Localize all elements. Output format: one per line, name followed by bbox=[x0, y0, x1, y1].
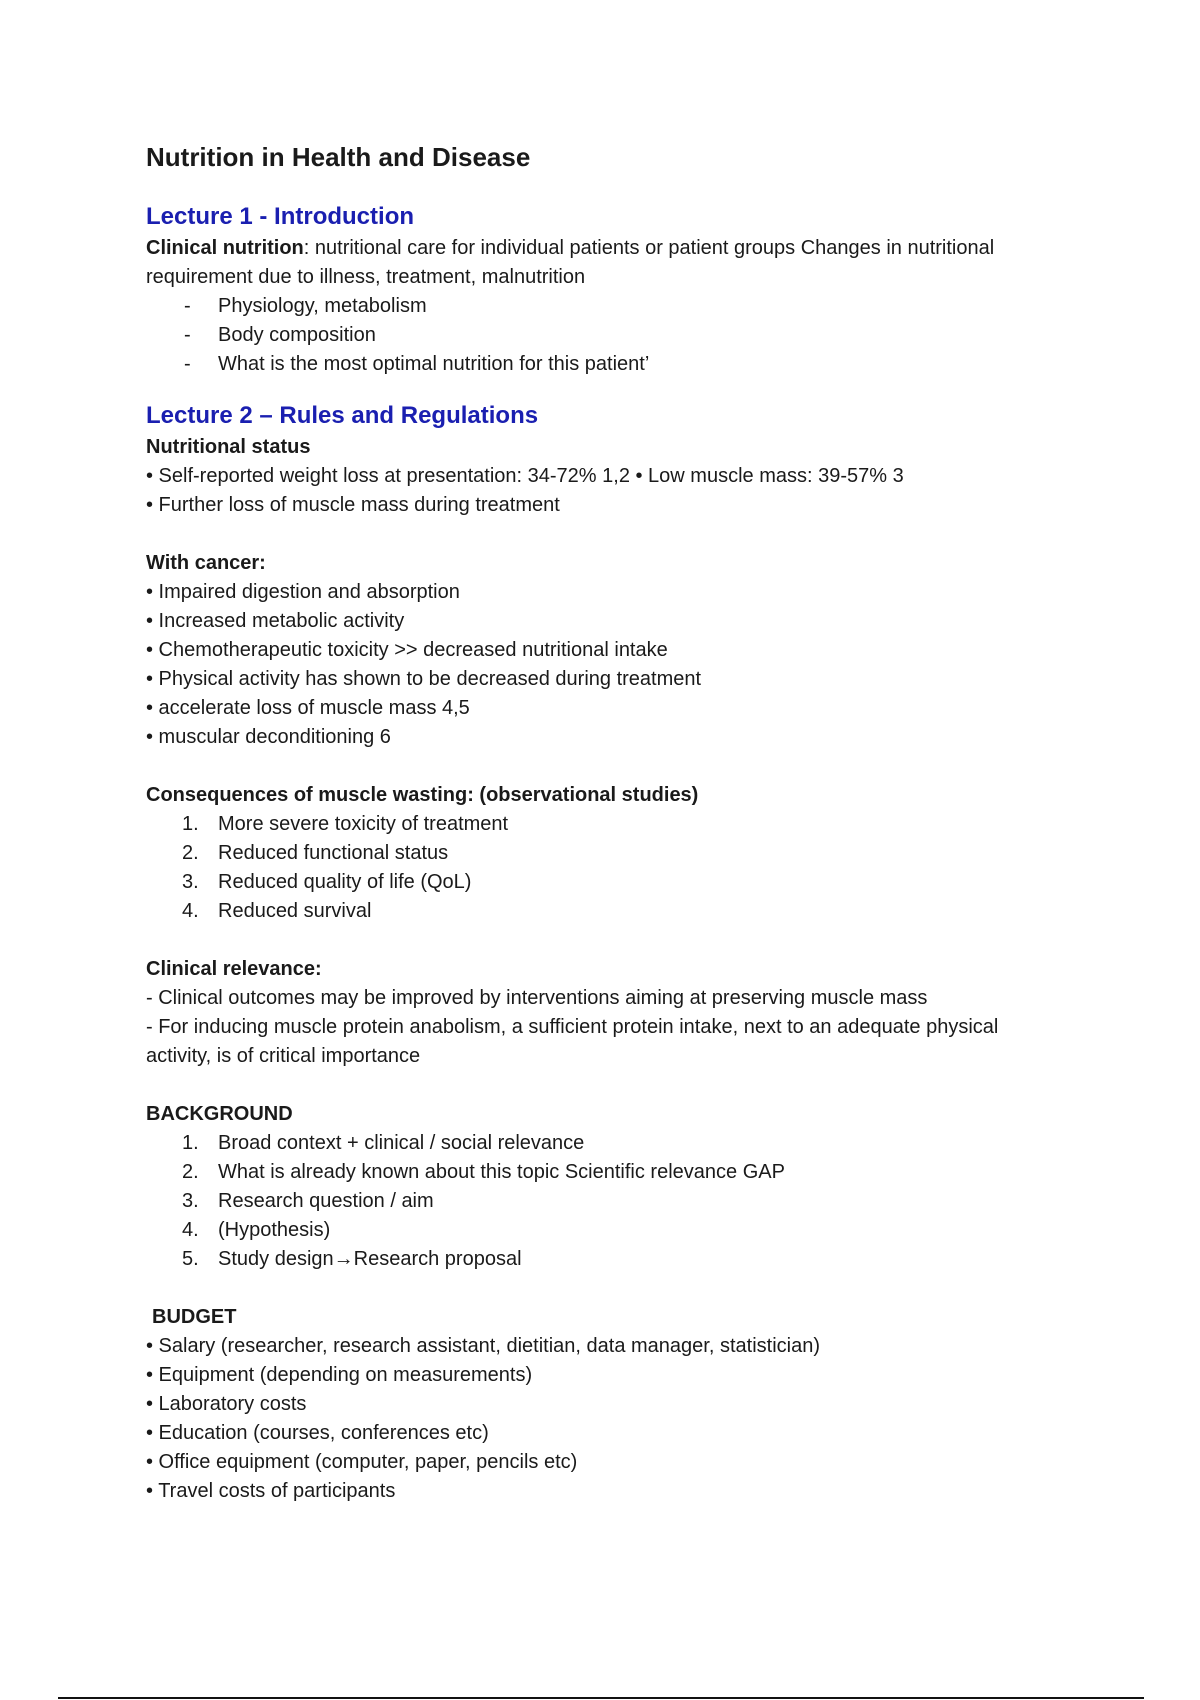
background-heading: BACKGROUND bbox=[146, 1103, 293, 1125]
list-item bbox=[146, 321, 1046, 350]
list-item bbox=[146, 1129, 1046, 1158]
list-item bbox=[146, 868, 1046, 897]
list-item-text: More severe toxicity of treatment bbox=[218, 813, 509, 835]
number-marker: 4. bbox=[182, 1219, 199, 1241]
with-cancer-line: • Increased metabolic activity bbox=[146, 610, 405, 632]
nutritional-status-line: • Further loss of muscle mass during treatment bbox=[146, 494, 560, 516]
list-item-text: Reduced quality of life (QoL) bbox=[218, 871, 472, 893]
with-cancer-line: • Impaired digestion and absorption bbox=[146, 581, 460, 603]
list-item bbox=[146, 292, 1046, 321]
lecture-1-list bbox=[146, 292, 1046, 379]
dash-marker: - bbox=[184, 324, 191, 346]
lecture-1-heading: Lecture 1 - Introduction bbox=[146, 203, 415, 230]
with-cancer-heading: With cancer: bbox=[146, 552, 266, 574]
list-item bbox=[146, 839, 1046, 868]
spacer bbox=[146, 520, 1046, 549]
list-item bbox=[146, 897, 1046, 926]
clinical-relevance-heading: Clinical relevance: bbox=[146, 958, 322, 980]
budget-line: • Equipment (depending on measurements) bbox=[146, 1364, 533, 1386]
definition-term: Clinical nutrition bbox=[146, 237, 304, 259]
document-page bbox=[146, 140, 1046, 1506]
background-list bbox=[146, 1129, 1046, 1274]
clinical-relevance-line: - For inducing muscle protein anabolism, a sufficient protein intake, next to an adequate physical activity, is of critical importance bbox=[146, 1016, 999, 1067]
with-cancer-line: • Physical activity has shown to be decreased during treatment bbox=[146, 668, 702, 690]
number-marker: 5. bbox=[182, 1248, 199, 1270]
list-item bbox=[146, 1187, 1046, 1216]
list-item bbox=[146, 1158, 1046, 1187]
number-marker: 2. bbox=[182, 842, 199, 864]
number-marker: 3. bbox=[182, 1190, 199, 1212]
page-bottom-rule bbox=[58, 1697, 1144, 1699]
spacer bbox=[146, 926, 1046, 955]
list-item-text: Research question / aim bbox=[218, 1190, 434, 1212]
dash-marker: - bbox=[184, 295, 191, 317]
number-marker: 1. bbox=[182, 1132, 199, 1154]
budget-line: • Education (courses, conferences etc) bbox=[146, 1422, 489, 1444]
list-item-text: Body composition bbox=[218, 324, 376, 346]
list-item-text: Reduced survival bbox=[218, 900, 372, 922]
number-marker: 1. bbox=[182, 813, 199, 835]
list-item bbox=[146, 1216, 1046, 1245]
list-item bbox=[146, 810, 1046, 839]
clinical-nutrition-definition bbox=[146, 234, 1046, 292]
budget-line: • Office equipment (computer, paper, pencils etc) bbox=[146, 1451, 578, 1473]
number-marker: 3. bbox=[182, 871, 199, 893]
list-item-text: Physiology, metabolism bbox=[218, 295, 427, 317]
number-marker: 4. bbox=[182, 900, 199, 922]
lecture-2-heading: Lecture 2 – Rules and Regulations bbox=[146, 402, 539, 429]
list-item-text: Broad context + clinical / social relevance bbox=[218, 1132, 585, 1154]
nutritional-status-line: • Self-reported weight loss at presentation: 34-72% 1,2 • Low muscle mass: 39-57% 3 bbox=[146, 465, 904, 487]
list-item-text: Study design→Research proposal bbox=[218, 1248, 522, 1270]
list-item bbox=[146, 1245, 1046, 1274]
dash-marker: - bbox=[184, 353, 191, 375]
list-item-text: What is already known about this topic Scientific relevance GAP bbox=[218, 1161, 785, 1183]
spacer bbox=[146, 1071, 1046, 1100]
number-marker: 2. bbox=[182, 1161, 199, 1183]
budget-line: • Laboratory costs bbox=[146, 1393, 307, 1415]
page-title: Nutrition in Health and Disease bbox=[146, 142, 531, 172]
spacer bbox=[146, 1274, 1046, 1303]
budget-line: • Salary (researcher, research assistant, dietitian, data manager, statistician) bbox=[146, 1335, 820, 1357]
with-cancer-line: • Chemotherapeutic toxicity >> decreased nutritional intake bbox=[146, 639, 668, 661]
nutritional-status-heading: Nutritional status bbox=[146, 436, 311, 458]
consequences-list bbox=[146, 810, 1046, 926]
budget-line: • Travel costs of participants bbox=[146, 1480, 396, 1502]
list-item-text: (Hypothesis) bbox=[218, 1219, 331, 1241]
list-item bbox=[146, 350, 1046, 379]
budget-heading: BUDGET bbox=[152, 1306, 237, 1328]
with-cancer-line: • muscular deconditioning 6 bbox=[146, 726, 391, 748]
clinical-relevance-line: - Clinical outcomes may be improved by interventions aiming at preserving muscle mass bbox=[146, 987, 928, 1009]
with-cancer-line: • accelerate loss of muscle mass 4,5 bbox=[146, 697, 470, 719]
list-item-text: What is the most optimal nutrition for this patient’ bbox=[218, 353, 650, 375]
list-item-text: Reduced functional status bbox=[218, 842, 449, 864]
definition-text: : nutritional care for individual patients or patient groups Changes in nutritional requirement due to illness, treatment, malnutrition bbox=[146, 237, 995, 288]
spacer bbox=[146, 752, 1046, 781]
consequences-heading: Consequences of muscle wasting: (observational studies) bbox=[146, 784, 699, 806]
